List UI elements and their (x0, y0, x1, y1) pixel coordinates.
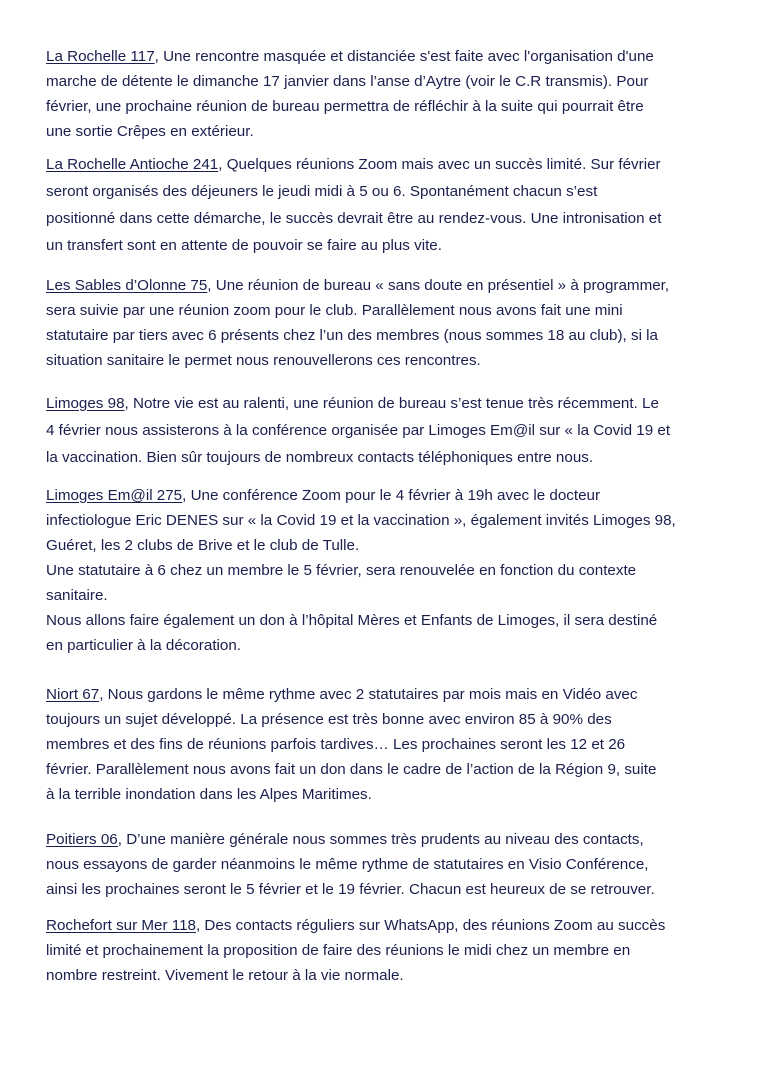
club-name: Rochefort sur Mer 118 (46, 917, 196, 934)
club-name: La Rochelle Antioche 241 (46, 156, 219, 173)
club-name: Limoges Em@il 275 (46, 487, 183, 504)
club-name: Limoges 98 (46, 395, 125, 412)
club-name: Niort 67 (46, 686, 100, 703)
club-name: Poitiers 06 (46, 831, 118, 848)
club-report-rochefort-sur-mer-118: Rochefort sur Mer 118, Des contacts réguliers sur WhatsApp, des réunions Zoom au succès limité et prochainement la proposition de faire des réunions le midi chez un membre en nombre restreint. Vivement le retour à la vie normale. (46, 917, 666, 984)
club-name: La Rochelle 117 (46, 48, 155, 65)
club-report-les-sables-d-olonne-75: Les Sables d’Olonne 75, Une réunion de bureau « sans doute en présentiel » à programmer, sera suivie par une réunion zoom pour le club. Parallèlement nous avons fait une mini statutaire par tiers avec 6 présents chez l’un des membres (nous sommes 18 au club), si la situation sanitaire le permet nous renouvellerons ces rencontres. (46, 277, 670, 369)
club-report-la-rochelle-antioche-241: La Rochelle Antioche 241, Quelques réunions Zoom mais avec un succès limité. Sur février seront organisés des déjeuners le jeudi midi à 5 ou 6. Spontanément chacun s’est positionné dans cette démarche, le succès devrait être au rendez-vous. Une intronisation et un transfert sont en attente de pouvoir se faire au plus vite. (46, 156, 662, 254)
club-report-poitiers-06: Poitiers 06, D’une manière générale nous sommes très prudents au niveau des contacts, nous essayons de garder néanmoins le même rythme de statutaires en Visio Conférence, ainsi les prochaines seront le 5 février et le 19 février. Chacun est heureux de se retrouver. (46, 831, 655, 898)
club-name: Les Sables d’Olonne 75 (46, 277, 208, 294)
club-report-limoges-98: Limoges 98, Notre vie est au ralenti, une réunion de bureau s’est tenue très récemment. Le 4 février nous assisterons à la conférence organisée par Limoges Em@il sur « la Covid 19 et la vaccination. Bien sûr toujours de nombreux contacts téléphoniques entre nous. (46, 395, 671, 466)
club-report-la-rochelle-117: La Rochelle 117, Une rencontre masquée et distanciée s'est faite avec l'organisation d'une marche de détente le dimanche 17 janvier dans l’anse d’Aytre (voir le C.R transmis). Pour février, une prochaine réunion de bureau permettra de réfléchir à la suite qui pourrait être une sortie Crêpes en extérieur. (46, 48, 654, 140)
club-report-niort-67: Niort 67, Nous gardons le même rythme avec 2 statutaires par mois mais en Vidéo avec toujours un sujet développé. La présence est très bonne avec environ 85 à 90% des membres et des fins de réunions parfois tardives… Les prochaines seront les 12 et 26 février. Parallèlement nous avons fait un don dans le cadre de l’action de la Région 9, suite à la terrible inondation dans les Alpes Maritimes. (46, 686, 657, 803)
club-report-limoges-email-275: Limoges Em@il 275, Une conférence Zoom pour le 4 février à 19h avec le docteur infectiologue Eric DENES sur « la Covid 19 et la vaccination », également invités Limoges 98, Guéret, les 2 clubs de Brive et le club de Tulle. Une statutaire à 6 chez un membre le 5 février, sera renouvelée en fonction du contexte sanitaire. Nous allons faire également un don à l’hôpital Mères et Enfants de Limoges, il sera destiné en particulier à la décoration. (46, 487, 676, 654)
